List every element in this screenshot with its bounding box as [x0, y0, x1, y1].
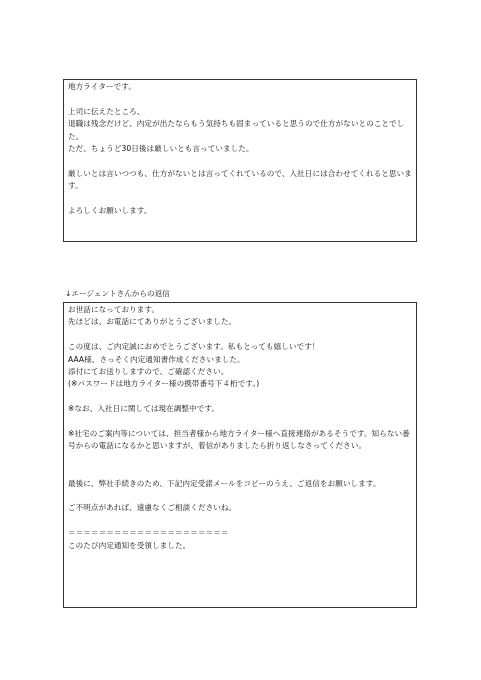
- writer-closing: よろしくお願いします。: [68, 206, 152, 216]
- agent-question: ご不明点があれば、遠慮なくご相談くださいね。: [68, 503, 237, 513]
- writer-para1-line2: 退職は残念だけど、内定が出たならもう気持ちも固まっていると思うので仕方がないとのことでした。: [68, 119, 405, 141]
- agent-para2-line4: (※パスワードは地方ライター様の携帯番号下４桁です。): [68, 379, 260, 389]
- agent-request: 最後に、弊社手続きのため、下記内定受諾メールをコピーのうえ、ご返信をお願いします。: [68, 478, 381, 488]
- separator-line: ＝＝＝＝＝＝＝＝＝＝＝＝＝＝＝＝＝＝＝＝＝: [68, 528, 229, 538]
- agent-reply-box: [63, 302, 417, 608]
- agent-para2-line3: 添付にてお送りしますので、ご確認ください。: [68, 367, 229, 377]
- agent-note2: ※社宅のご案内等については、担当者様から地方ライター様へ直接連絡があるそうです。知らない番号からの電話になるかと思いますが、着信がありましたら折り返しなさってください。: [68, 429, 410, 451]
- writer-para2: 厳しいとは言いつつも、仕方がないとは言ってくれているので、入社日には合わせてくれると思います。: [68, 168, 412, 191]
- agent-note1: ※なお、入社日に関しては現在調整中です。: [68, 404, 220, 414]
- agent-line1: お世話になっております。: [68, 305, 160, 314]
- agent-para2-line2: AAA様、さっそく内定通知書作成くださいました。: [68, 354, 245, 364]
- acceptance-line: このたび内定通知を受領しました。: [68, 540, 191, 550]
- reply-label: ↓エージェントさんからの返信: [65, 289, 170, 298]
- writer-para1-line1: 上司に伝えたところ、: [68, 106, 145, 116]
- writer-para1-line3: ただ、ちょうど30日後は厳しいとも言っていました。: [68, 144, 254, 154]
- agent-line2: 先ほどは、お電話にてありがとうございました。: [68, 317, 237, 327]
- writer-message-box: [63, 79, 417, 242]
- writer-greeting: 地方ライターです。: [68, 82, 136, 91]
- agent-para2-line1: この度は、ご内定誠におめでとうございます。私もとっても嬉しいです！: [68, 342, 320, 352]
